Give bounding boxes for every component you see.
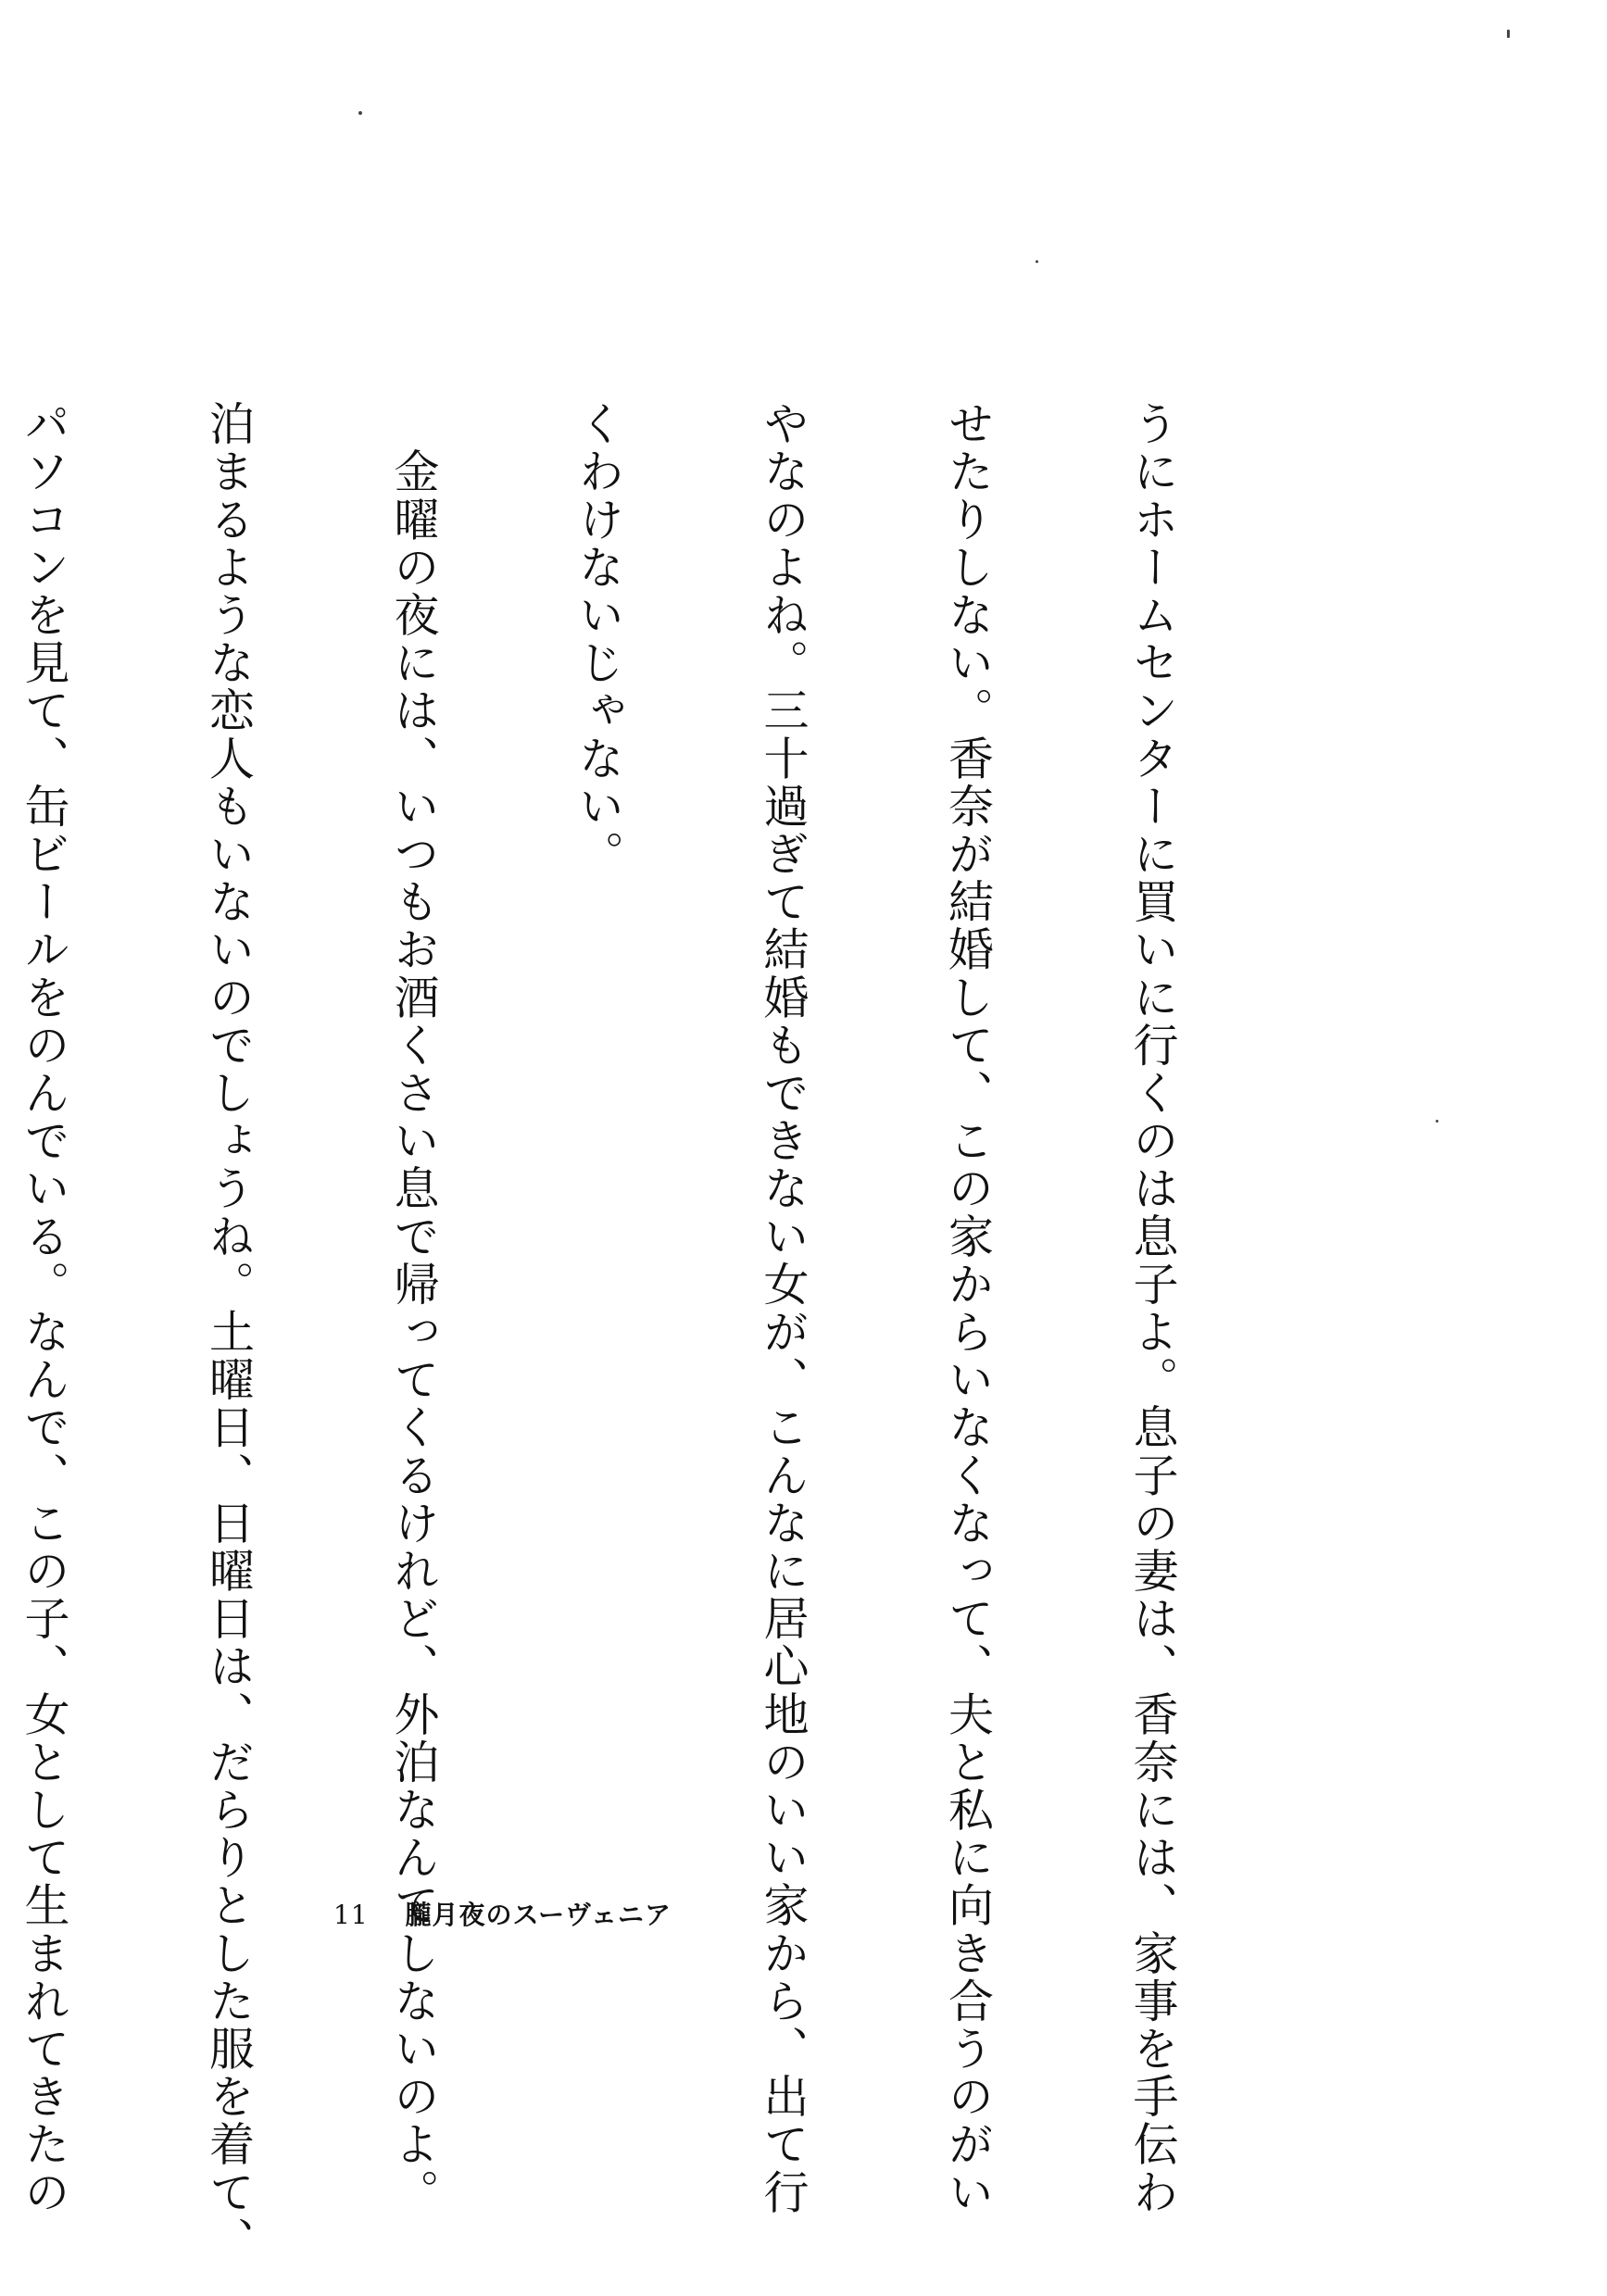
scan-speck (1036, 260, 1038, 263)
page-number: 11 (333, 1900, 369, 1930)
text-line: くわけないじゃない。 (571, 400, 625, 878)
text-line: うにホームセンターに買いに行くのは息子よ。息子の妻は、香奈には、家事を手伝わ (1126, 400, 1179, 2216)
scan-speck (1436, 1120, 1438, 1123)
text-line: 金曜の夜には、いつもお酒くさい息で帰ってくるけれど、外泊なんてしないのよ。 (387, 400, 440, 2216)
text-line: パソコンを見て、缶ビールをのんでいる。なんで、この子、女として生まれてきたの (18, 400, 70, 2216)
vertical-body-text (0, 400, 1306, 2265)
text-line: せたりしない。香奈が結婚して、この家からいなくなって、夫と私に向き合うのがい (941, 400, 995, 2216)
text-line: 泊まるような恋人もいないのでしょうね。土曜日、日曜日は、だらりとした服を着て、 (202, 400, 256, 2265)
scan-speck (358, 111, 362, 115)
page-footer (333, 1895, 672, 1932)
running-title: 朧月夜のスーヴェニア (405, 1900, 672, 1930)
scan-speck (1507, 30, 1510, 38)
text-line: やなのよね。三十過ぎて結婚もできない女が、こんなに居心地のいい家から、出て行 (757, 400, 810, 2216)
